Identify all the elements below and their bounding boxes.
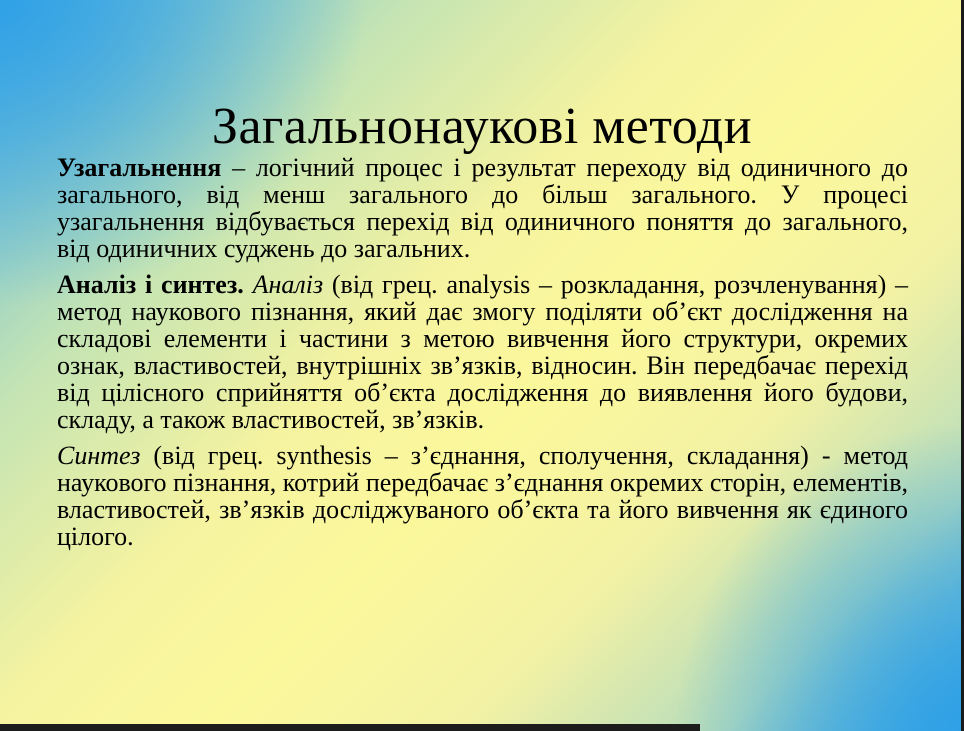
- text-analysis: (від грец. analysis – розкладання, розчленування) – метод наукового пізнання, який дає змогу поділяти об’єкт дослідження на складові елементи і частини з метою вивчення його структури, окремих ознак, властивостей, внутрішніх зв’язків, відносин. Він передбачає перехід від цілісного сприйняття об’єкта дослідження до виявлення його будови, складу, а також властивостей, зв’язків.: [57, 270, 909, 434]
- heading-analysis-synthesis: Аналіз і синтез.: [57, 270, 244, 299]
- slide-title: Загальнонаукові методи: [211, 98, 753, 155]
- paragraph-synthesis: [57, 442, 908, 550]
- slide-body: [57, 154, 908, 559]
- text-synthesis: (від грец. synthesis – з’єднання, сполучення, складання) - метод наукового пізнання, котрий передбачає з’єднання окремих сторін, елементів, властивостей, зв’язків досліджуваного об’єкта та його вивчення як єдиного цілого.: [57, 441, 908, 551]
- window-bottom-strip: [0, 724, 700, 731]
- term-analysis: Аналіз: [252, 270, 324, 299]
- term-generalization: Узагальнення: [57, 153, 222, 182]
- text-generalization: – логічний процес і результат переходу від одиничного до загального, від менш загального до більш загального. У процесі узагальнення відбувається перехід від одиничного поняття до загального, від одиничних суджень до загальних.: [57, 153, 908, 263]
- paragraph-analysis: [57, 271, 908, 433]
- paragraph-generalization: [57, 154, 908, 262]
- term-synthesis: Синтез: [57, 441, 141, 470]
